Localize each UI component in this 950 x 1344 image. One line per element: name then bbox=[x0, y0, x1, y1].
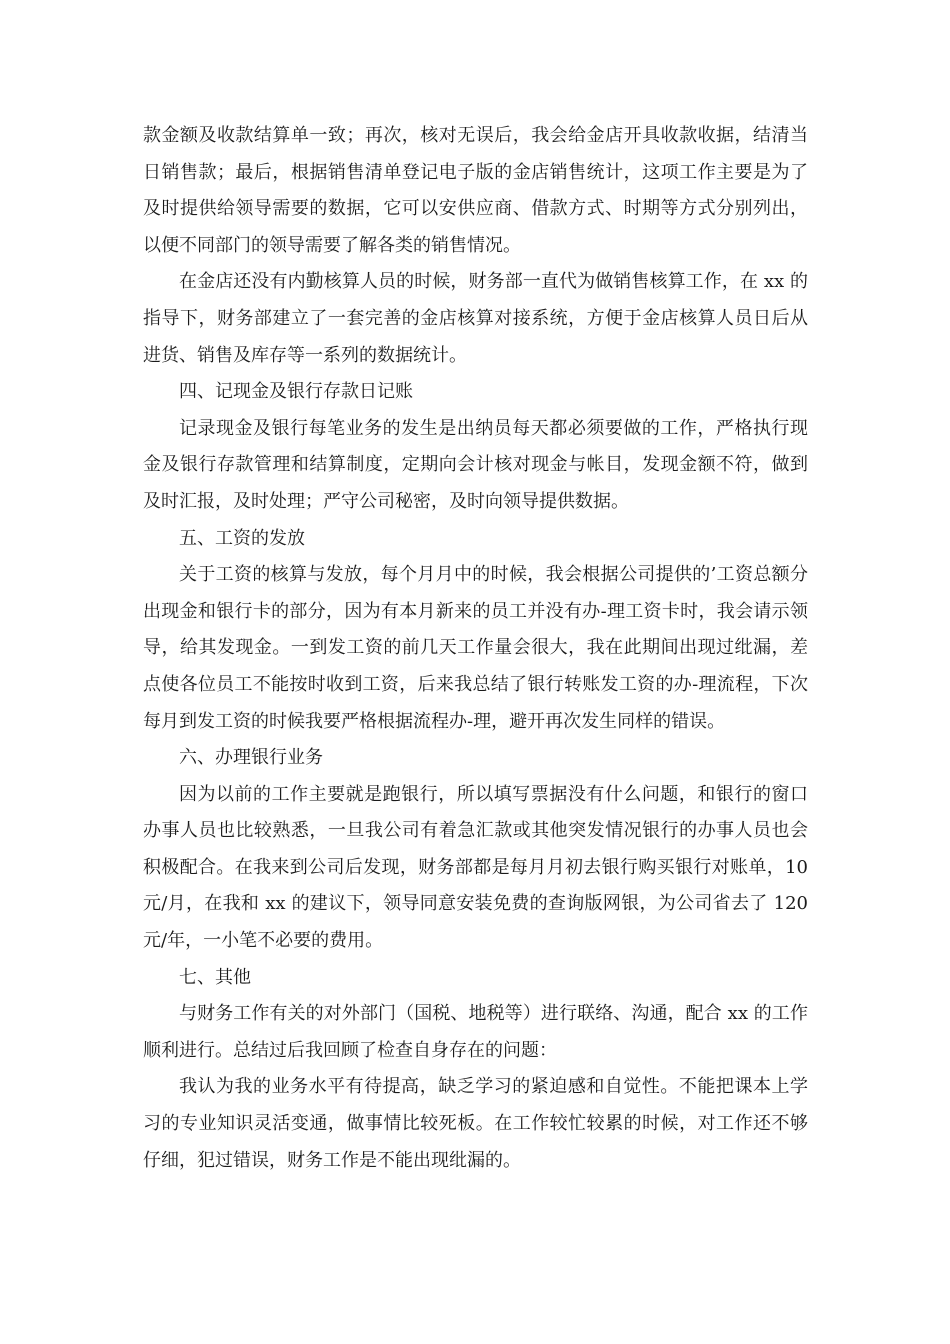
document-body bbox=[143, 118, 808, 1179]
paragraph-continuation: 款金额及收款结算单一致；再次，核对无误后，我会给金店开具收款收据，结清当日销售款；最后，根据销售清单登记电子版的金店销售统计，这项工作主要是为了及时提供给领导需要的数据，它可以安供应商、借款方式、时期等方式分别列出，以便不同部门的领导需要了解各类的销售情况。 bbox=[143, 125, 808, 256]
paragraph-payroll: 关于工资的核算与发放，每个月月中的时候，我会根据公司提供的’工资总额分出现金和银行卡的部分，因为有本月新来的员工并没有办-理工资卡时，我会请示领导，给其发现金。一到发工资的前几天工作量会很大，我在此期间出现过纰漏，差点使各位员工不能按时收到工资，后来我总结了银行转账发工资的办-理流程，下次每月到发工资的时候我要严格根据流程办-理，避开再次发生同样的错误。 bbox=[143, 564, 808, 732]
paragraph-self-review: 我认为我的业务水平有待提高，缺乏学习的紧迫感和自觉性。不能把课本上学习的专业知识灵活变通，做事情比较死板。在工作较忙较累的时候，对工作还不够仔细，犯过错误，财务工作是不能出现纰漏的。 bbox=[143, 1076, 808, 1171]
paragraph-gold-store-accounting: 在金店还没有内勤核算人员的时候，财务部一直代为做销售核算工作，在 xx 的指导下，财务部建立了一套完善的金店核算对接系统，方便于金店核算人员日后从进货、销售及库存等一系列的数据统计。 bbox=[143, 271, 808, 366]
section-heading-payroll: 五、工资的发放 bbox=[179, 527, 305, 549]
section-heading-banking: 六、办理银行业务 bbox=[179, 747, 323, 769]
paragraph-other: 与财务工作有关的对外部门（国税、地税等）进行联络、沟通，配合 xx 的工作顺利进行。总结过后我回顾了检查自身存在的问题： bbox=[143, 1003, 808, 1061]
paragraph-cash-journal: 记录现金及银行每笔业务的发生是出纳员每天都必须要做的工作，严格执行现金及银行存款管理和结算制度，定期向会计核对现金与帐目，发现金额不符，做到及时汇报，及时处理；严守公司秘密，及时向领导提供数据。 bbox=[143, 417, 808, 512]
section-heading-cash-journal: 四、记现金及银行存款日记账 bbox=[179, 381, 413, 403]
section-heading-other: 七、其他 bbox=[179, 966, 251, 988]
paragraph-banking: 因为以前的工作主要就是跑银行，所以填写票据没有什么问题，和银行的窗口办事人员也比较熟悉，一旦我公司有着急汇款或其他突发情况银行的办事人员也会积极配合。在我来到公司后发现，财务部都是每月月初去银行购买银行对账单，10 元/月，在我和 xx 的建议下，领导同意安装免费的查询版网银，为公司省去了 120 元/年，一小笔不必要的费用。 bbox=[143, 783, 808, 952]
